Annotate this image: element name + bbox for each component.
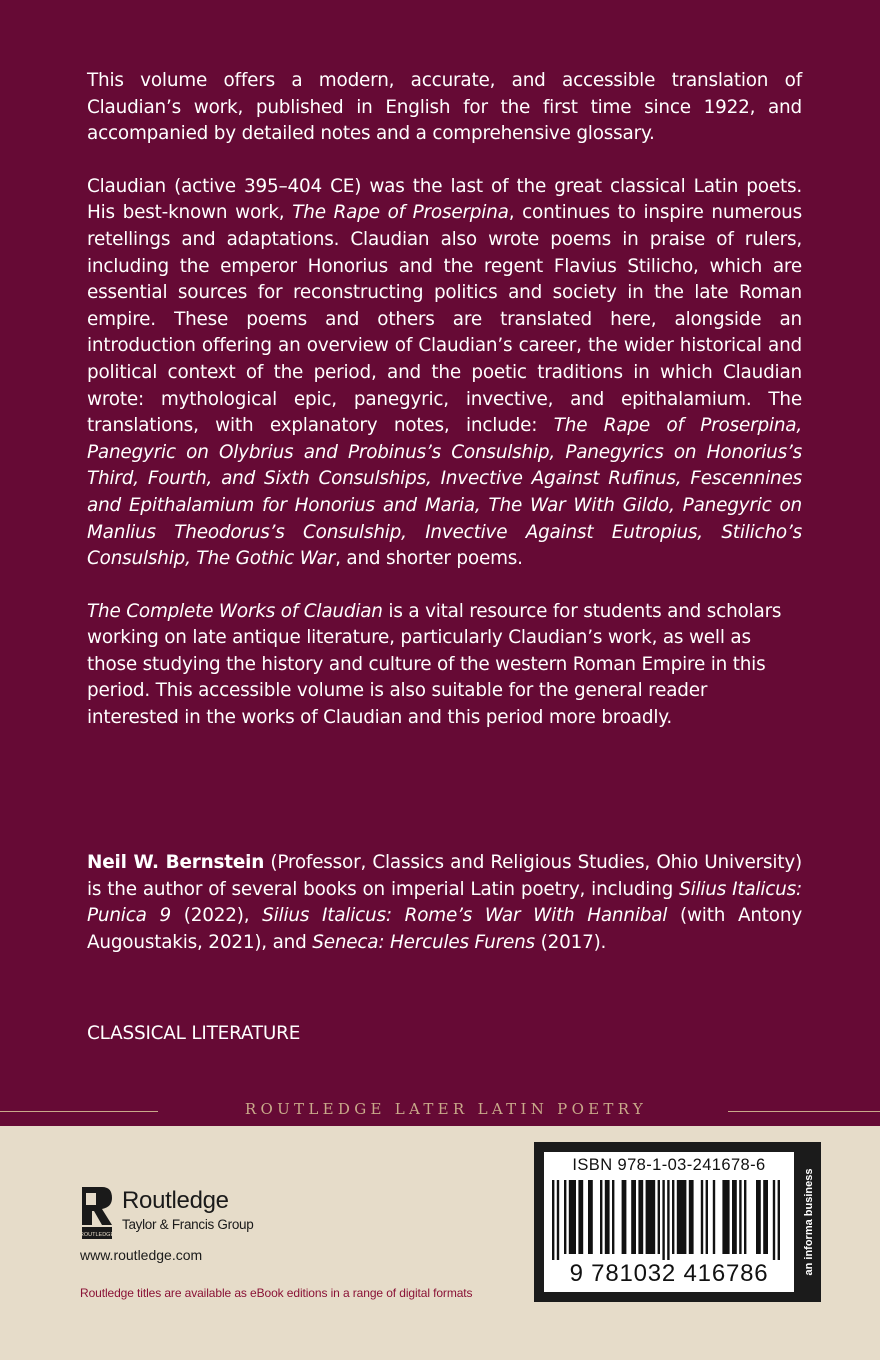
- routledge-logo-icon: [80, 1185, 114, 1241]
- informa-label: an informa business: [803, 1168, 815, 1276]
- barcode-bar: [689, 1180, 694, 1254]
- barcode-bar: [588, 1180, 593, 1254]
- barcode-bar: [557, 1180, 559, 1260]
- barcode-bar: [773, 1180, 775, 1260]
- barcode-bar: [677, 1180, 687, 1254]
- barcode-panel: [544, 1152, 794, 1292]
- divider: [0, 1111, 158, 1112]
- barcode-bar: [578, 1180, 583, 1254]
- svg-text:ROUTLEDGE: ROUTLEDGE: [80, 1232, 114, 1238]
- barcode-bar: [706, 1180, 708, 1254]
- barcode-bar: [662, 1180, 664, 1260]
- barcode-bar: [778, 1180, 780, 1260]
- work-title: The Rape of Proserpina: [292, 202, 509, 224]
- isbn-label: ISBN 978-1-03-241678-6: [572, 1156, 766, 1174]
- isbn-barcode: [534, 1142, 821, 1302]
- description-paragraph-1: This volume offers a modern, accurate, and accessible translation of Claudian’s work, published in English for the first time since 1922, and accompanied by detailed notes and a comprehensive glossary.: [87, 70, 802, 145]
- barcode-bar: [564, 1180, 566, 1254]
- barcode-bar: [701, 1180, 703, 1254]
- description-paragraph-3: The Complete Works of Claudian is a vital resource for students and scholars working on late antique literature, particularly Claudian’s work, as well as those studying the history and culture of the western Roman Empire in this period. This accessible volume is also suitable for the general reader interested in the works of Claudian and this period more broadly.: [87, 600, 782, 729]
- barcode-bar: [722, 1180, 729, 1254]
- barcode-bar: [739, 1180, 741, 1254]
- barcode-bar: [658, 1180, 660, 1254]
- barcode-bar: [600, 1180, 602, 1254]
- book-title: The Complete Works of Claudian: [87, 600, 383, 622]
- barcode-bar: [569, 1180, 576, 1254]
- series-title: ROUTLEDGE LATER LATIN POETRY: [168, 1100, 724, 1118]
- barcode-bar: [732, 1180, 737, 1254]
- barcode-bar: [638, 1180, 643, 1254]
- publisher-band: [0, 1126, 880, 1360]
- barcode-bar: [612, 1180, 614, 1254]
- divider: [728, 1111, 880, 1112]
- barcode-bar: [713, 1180, 715, 1254]
- subject-category: CLASSICAL LITERATURE: [87, 1023, 301, 1044]
- barcode-bar: [552, 1180, 554, 1260]
- barcode-bar: [631, 1180, 636, 1254]
- works-list: The Rape of Proserpina, Panegyric on Olybrius and Probinus’s Consulship, Panegyrics on Honorius’s Third, Fourth, and Sixth Consulships, Invective Against Rufinus, Fescennines and Epithalamium for Honorius and Maria, The War With Gildo, Panegyric on Manlius Theodorus’s Consulship, Invective Against Eutropius, Stilicho’s Consulship, The Gothic War: [87, 415, 802, 570]
- barcode-digits: 9 781032 416786: [569, 1260, 769, 1287]
- barcode-bar: [763, 1180, 768, 1254]
- publisher-website: www.routledge.com: [80, 1247, 203, 1263]
- barcode-bar: [672, 1180, 674, 1254]
- ebook-note: Routledge titles are available as eBook editions in a range of digital formats: [80, 1286, 473, 1300]
- barcode-bar: [605, 1180, 610, 1254]
- author-name: Neil W. Bernstein: [87, 852, 265, 873]
- barcode-bar: [667, 1180, 669, 1260]
- barcode-bar: [646, 1180, 656, 1254]
- series-banner: [0, 1098, 880, 1126]
- publisher-group: Taylor & Francis Group: [122, 1217, 254, 1232]
- barcode-bars: [552, 1180, 786, 1260]
- barcode-bar: [622, 1180, 627, 1254]
- barcode-bar: [756, 1180, 761, 1254]
- publisher-name: Routledge: [122, 1187, 229, 1214]
- routledge-logo: [80, 1185, 270, 1245]
- book-description: [87, 68, 802, 758]
- description-paragraph-2: Claudian (active 395–404 CE) was the last of the great classical Latin poets. His best-known work, The Rape of Proserpina, continues to inspire numerous retellings and adaptations. Claudian also wrote poems in praise of rulers, including the emperor Honorius and the regent Flavius Stilicho, which are essential sources for reconstructing politics and society in the late Roman empire. These poems and others are translated here, alongside an introduction offering an overview of Claudian’s career, the wider historical and political context of the period, and the poetic traditions in which Claudian wrote: mythological epic, panegyric, invective, and epithalamium. The translations, with explanatory notes, include: The Rape of Proserpina, Panegyric on Olybrius and Probinus’s Consulship, Panegyrics on Honorius’s Third, Fourth, and Sixth Consulships, Invective Against Rufinus, Fescennines and Epithalamium for Honorius and Maria, The War With Gildo, Panegyric on Manlius Theodorus’s Consulship, Invective Against Eutropius, Stilicho’s Consulship, The Gothic War, and shorter poems.: [87, 175, 802, 570]
- barcode-bar: [744, 1180, 746, 1254]
- author-bio: Neil W. Bernstein (Professor, Classics and Religious Studies, Ohio University) is the author of several books on imperial Latin poetry, including Silius Italicus: Punica 9 (2022), Silius Italicus: Rome’s War With Hannibal (with Antony Augoustakis, 2021), and Seneca: Hercules Furens (2017).: [87, 852, 802, 953]
